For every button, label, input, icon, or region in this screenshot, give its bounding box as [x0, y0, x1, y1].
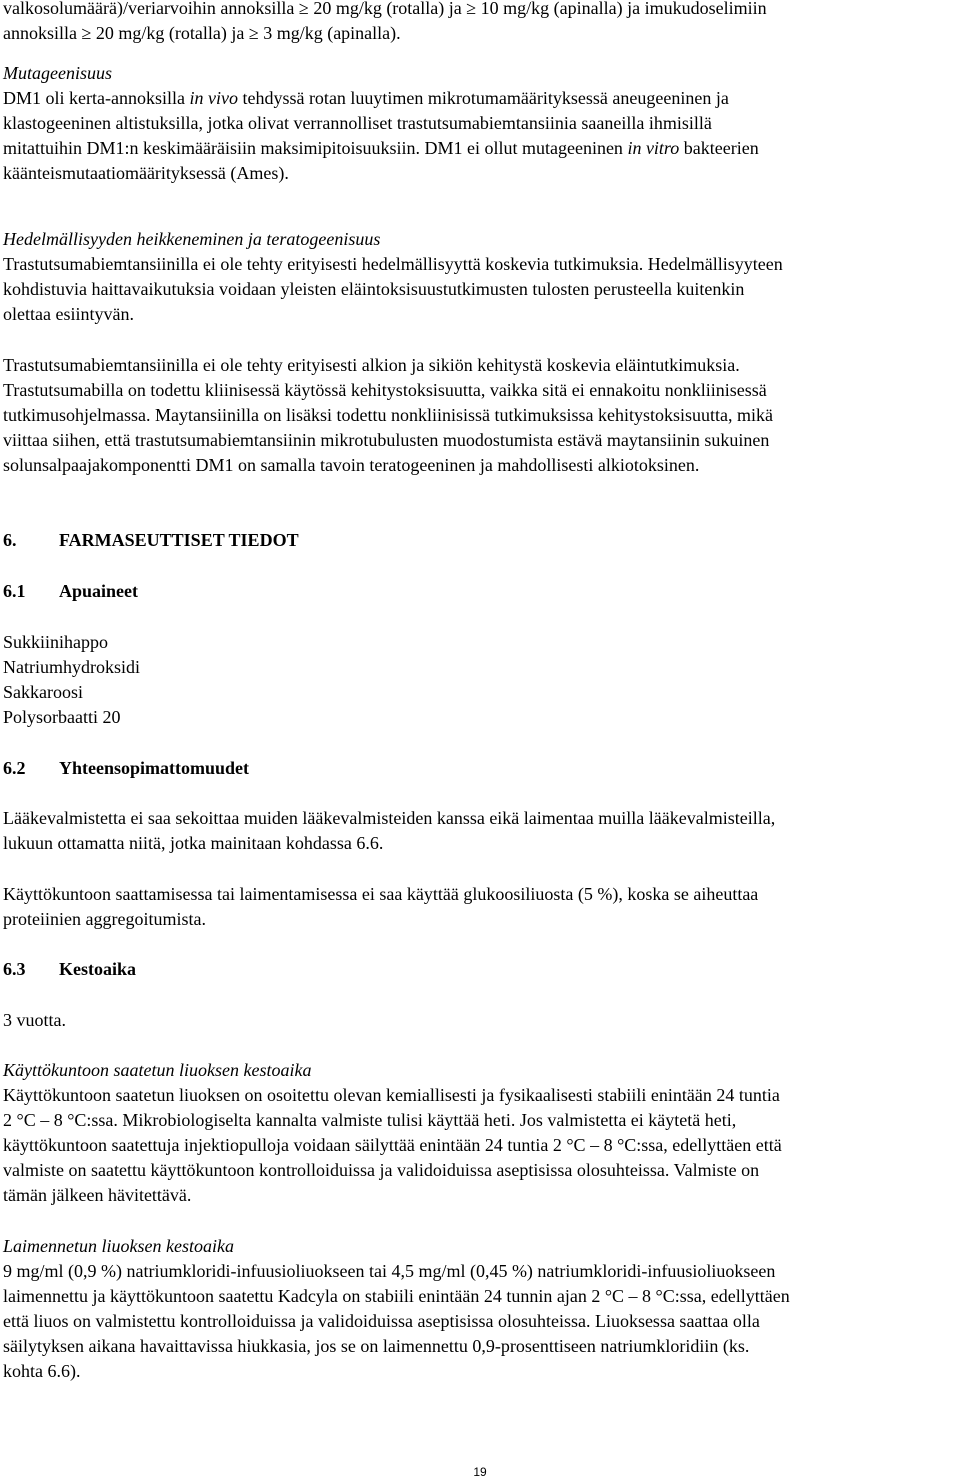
- text-line: 3 vuotta.: [3, 1010, 66, 1030]
- text-line: Trastutsumabilla on todettu kliinisessä käytössä kehitystoksisuutta, vaikka sitä ei ennakoitu nonkliinisessä: [3, 380, 767, 400]
- diluted-shelf-life: [3, 1234, 957, 1384]
- text-line: käyttökuntoon saatettuja injektiopulloja voidaan säilyttää enintään 24 tuntia 2 °C – 8 °C:ssa, edellyttäen että: [3, 1135, 782, 1155]
- section-title: Kestoaika: [59, 959, 137, 979]
- text-line: annoksilla ≥ 20 mg/kg (rotalla) ja ≥ 3 mg/kg (apinalla).: [3, 23, 401, 43]
- list-item: Sakkaroosi: [3, 682, 83, 702]
- text-run: 20 mg/kg (rotalla) ja: [308, 0, 467, 18]
- section-number: 6.: [3, 530, 17, 550]
- subsection-heading: Käyttökuntoon saatetun liuoksen kestoaika: [3, 1060, 312, 1080]
- text-run: DM1 oli kerta-annoksilla: [3, 88, 190, 108]
- incompatibility-paragraph-1: [3, 806, 957, 856]
- text-run: valkosolumäärä)/veriarvoihin annoksilla: [3, 0, 299, 18]
- italic-run: in vitro: [627, 138, 680, 158]
- section-6-heading: [3, 528, 957, 553]
- text-line: laimennettu ja käyttökuntoon saatettu Kadcyla on stabiili enintään 24 tunnin ajan 2 °C – 8 °C:ssa, edellyttäen: [3, 1286, 790, 1306]
- intro-paragraph: [3, 0, 957, 46]
- text-line: Lääkevalmistetta ei saa sekoittaa muiden lääkevalmisteiden kanssa eikä laimentaa muilla lääkevalmisteilla,: [3, 808, 776, 828]
- section-title: Yhteensopimattomuudet: [59, 758, 250, 778]
- shelf-life-value: [3, 1008, 957, 1033]
- text-line: säilytyksen aikana havaittavissa hiukkasia, jos se on laimennettu 0,9-prosenttiseen natriumkloridiin (ks.: [3, 1336, 750, 1356]
- text-line: olettaa esiintyvän.: [3, 304, 134, 324]
- text-line: Käyttökuntoon saattamisessa tai laimentamisessa ei saa käyttää glukoosiliuosta (5 %), koska se aiheuttaa: [3, 884, 759, 904]
- text-line: 9 mg/ml (0,9 %) natriumkloridi-infuusioliuokseen tai 4,5 mg/ml (0,45 %) natriumkloridi-infuusioliuokseen: [3, 1261, 776, 1281]
- section-number: 6.3: [3, 959, 26, 979]
- section-title: FARMASEUTTISET TIEDOT: [59, 530, 299, 550]
- fertility-section: [3, 227, 957, 327]
- text-line: viittaa siihen, että trastutsumabiemtansiinin mikrotubulusten muodostumista estävä maytansiinin sukuinen: [3, 430, 770, 450]
- text-line: 2 °C – 8 °C:ssa. Mikrobiologiselta kannalta valmiste tulisi käyttää heti. Jos valmistetta ei käytetä heti,: [3, 1110, 737, 1130]
- text-line: Trastutsumabiemtansiinilla ei ole tehty erityisesti hedelmällisyyttä koskevia tutkimuksia. Hedelmällisyyteen: [3, 254, 783, 274]
- ge-symbol: ≥: [466, 0, 477, 18]
- text-run: bakteerien: [679, 138, 759, 158]
- text-line: [3, 136, 957, 161]
- list-item: Sukkiinihappo: [3, 632, 109, 652]
- text-line: että liuos on valmistettu kontrolloiduissa ja validoiduissa aseptisissa olosuhteissa. Liuoksessa saattaa olla: [3, 1311, 760, 1331]
- section-6-2-heading: [3, 756, 957, 781]
- incompatibility-paragraph-2: [3, 882, 957, 932]
- text-line: lukuun ottamatta niitä, jotka mainitaan kohdassa 6.6.: [3, 833, 384, 853]
- subsection-heading: Laimennetun liuoksen kestoaika: [3, 1236, 234, 1256]
- section-number: 6.2: [3, 758, 26, 778]
- italic-run: in vivo: [189, 88, 238, 108]
- text-run: 10 mg/kg (apinalla) ja imukudoselimiin: [476, 0, 767, 18]
- text-line: proteiinien aggregoitumista.: [3, 909, 206, 929]
- list-item: Polysorbaatti 20: [3, 707, 121, 727]
- section-title: Apuaineet: [59, 581, 139, 601]
- mutagenicity-section: [3, 61, 957, 186]
- list-item: Natriumhydroksidi: [3, 657, 140, 677]
- text-line: Trastutsumabiemtansiinilla ei ole tehty erityisesti alkion ja sikiön kehitystä koskevia eläintutkimuksia.: [3, 355, 740, 375]
- text-line: kohdistuvia haittavaikutuksia voidaan yleisten eläintoksisuustutkimusten tulosten perusteella kuitenkin: [3, 279, 745, 299]
- fertility-heading: Hedelmällisyyden heikkeneminen ja teratogeenisuus: [3, 229, 381, 249]
- reconstituted-shelf-life: [3, 1058, 957, 1208]
- fertility-paragraph-2: [3, 353, 957, 478]
- text-line: valmiste on saatettu käyttökuntoon kontrolloiduissa ja validoiduissa aseptisissa olosuhteissa. Valmiste on: [3, 1160, 760, 1180]
- text-run: tehdyssä rotan luuytimen mikrotumamäärityksessä aneugeeninen ja: [237, 88, 729, 108]
- text-line: Käyttökuntoon saatetun liuoksen on osoitettu olevan kemiallisesti ja fysikaalisesti stabiili enintään 24 tuntia: [3, 1085, 780, 1105]
- text-line: [3, 0, 957, 21]
- section-6-3-heading: [3, 957, 957, 982]
- section-6-1-heading: [3, 579, 957, 604]
- text-line: käänteismutaatiomäärityksessä (Ames).: [3, 163, 289, 183]
- text-line: tutkimusohjelmassa. Maytansiinilla on lisäksi todettu nonkliinisissä tutkimuksissa kehitystoksisuutta, mikä: [3, 405, 773, 425]
- text-line: kohta 6.6).: [3, 1361, 81, 1381]
- excipient-list: [3, 630, 957, 730]
- ge-symbol: ≥: [298, 0, 309, 18]
- text-line: [3, 86, 957, 111]
- mutagenicity-heading: Mutageenisuus: [3, 63, 112, 83]
- text-line: tämän jälkeen hävitettävä.: [3, 1185, 192, 1205]
- page-number: 19: [473, 1465, 487, 1479]
- text-run: mitattuihin DM1:n keskimääräisiin maksimipitoisuuksiin. DM1 ei ollut mutageeninen: [3, 138, 628, 158]
- text-line: solunsalpaajakomponentti DM1 on samalla tavoin teratogeeninen ja mahdollisesti alkiotoksinen.: [3, 455, 700, 475]
- section-number: 6.1: [3, 581, 26, 601]
- text-line: klastogeeninen altistuksilla, jotka olivat verrannolliset trastutsumabiemtansiinia saaneilla ihmisillä: [3, 113, 712, 133]
